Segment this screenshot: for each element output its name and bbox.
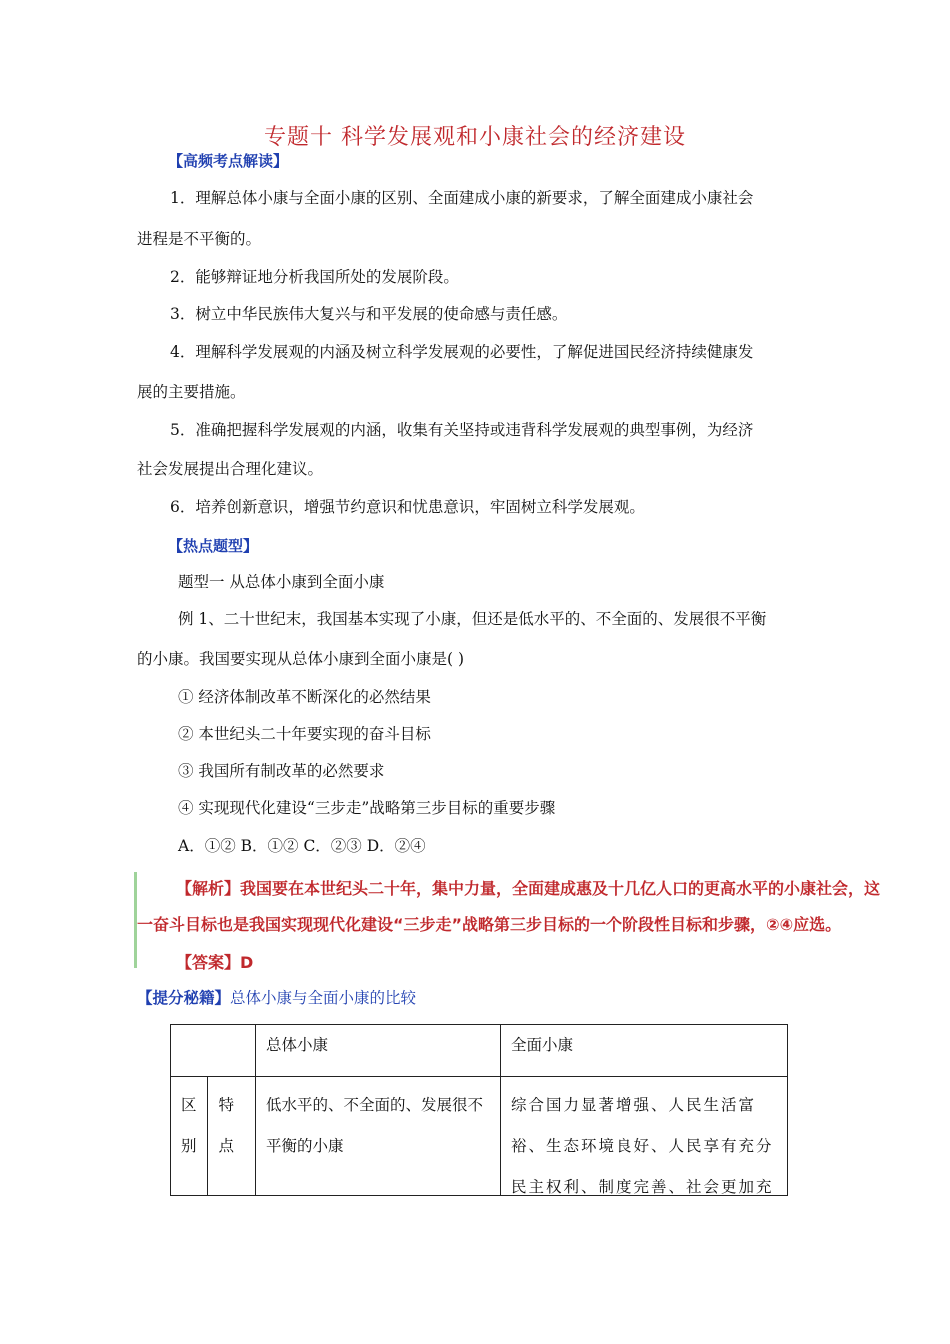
answer-choices: A．①② B．①② C．②③ D．②④	[178, 837, 426, 855]
point-line: 4．理解科学发展观的内涵及树立科学发展观的必要性，了解促进国民经济持续健康发	[170, 343, 754, 361]
point-line: 1．理解总体小康与全面小康的区别、全面建成小康的新要求，了解全面建成小康社会	[170, 189, 754, 207]
tip-heading	[137, 988, 416, 1008]
example-line: 的小康。我国要实现从总体小康到全面小康是( )	[137, 650, 465, 668]
example-line: 例 1、二十世纪末，我国基本实现了小康，但还是低水平的、不全面的、发展很不平衡	[178, 610, 767, 628]
page-title: 专题十 科学发展观和小康社会的经济建设	[264, 125, 686, 150]
header-comprehensive-xiaokang: 全面小康	[511, 1036, 574, 1054]
point-line: 6．培养创新意识，增强节约意识和忧患意识，牢固树立科学发展观。	[170, 498, 645, 516]
row-label-distinction: 区别	[181, 1096, 197, 1155]
answer-line: 【答案】D	[176, 953, 254, 972]
point-line: 社会发展提出合理化建议。	[137, 460, 324, 478]
table-header-row	[171, 1025, 788, 1077]
analysis-line: 一奋斗目标也是我国实现现代化建设“三步走”战略第三步目标的一个阶段性目标和步骤，②④应选。	[137, 915, 842, 934]
option-line: ③ 我国所有制改革的必然要求	[178, 762, 385, 780]
analysis-line: 【解析】我国要在本世纪头二十年，集中力量，全面建成惠及十几亿人口的更高水平的小康社会，这	[176, 879, 881, 898]
row-label-features: 特点	[218, 1096, 234, 1155]
point-line: 进程是不平衡的。	[137, 230, 262, 248]
row-label-cell	[171, 1077, 208, 1196]
row-label-cell	[208, 1077, 256, 1196]
table-cell	[501, 1077, 788, 1196]
point-line: 2．能够辩证地分析我国所处的发展阶段。	[170, 268, 459, 286]
comparison-table	[170, 1024, 788, 1196]
table-row	[171, 1077, 788, 1196]
table-header-empty-cell	[171, 1025, 256, 1077]
tip-label: 【提分秘籍】	[137, 988, 231, 1007]
table-header-cell	[501, 1025, 788, 1077]
header-total-xiaokang: 总体小康	[266, 1036, 329, 1054]
point-line: 3．树立中华民族伟大复兴与和平发展的使命感与责任感。	[170, 305, 568, 323]
question-type-heading: 题型一 从总体小康到全面小康	[178, 573, 385, 591]
table-cell	[256, 1077, 501, 1196]
cell-comprehensive-features: 综合国力显著增强、人民生活富裕、生态环境良好、人民享有充分民主权利、制度完善、社会更加充	[511, 1096, 774, 1195]
option-line: ② 本世纪头二十年要实现的奋斗目标	[178, 725, 431, 743]
cell-total-features: 低水平的、不全面的、发展很不平衡的小康	[266, 1096, 484, 1155]
point-line: 展的主要措施。	[137, 383, 246, 401]
section-heading-hot-topics: 【热点题型】	[168, 537, 259, 555]
table-header-cell	[256, 1025, 501, 1077]
tip-text: 总体小康与全面小康的比较	[230, 989, 417, 1007]
option-line: ① 经济体制改革不断深化的必然结果	[178, 688, 431, 706]
point-line: 5．准确把握科学发展观的内涵，收集有关坚持或违背科学发展观的典型事例，为经济	[170, 421, 754, 439]
option-line: ④ 实现现代化建设“三步走”战略第三步目标的重要步骤	[178, 799, 556, 817]
section-heading-key-points: 【高频考点解读】	[168, 152, 289, 170]
